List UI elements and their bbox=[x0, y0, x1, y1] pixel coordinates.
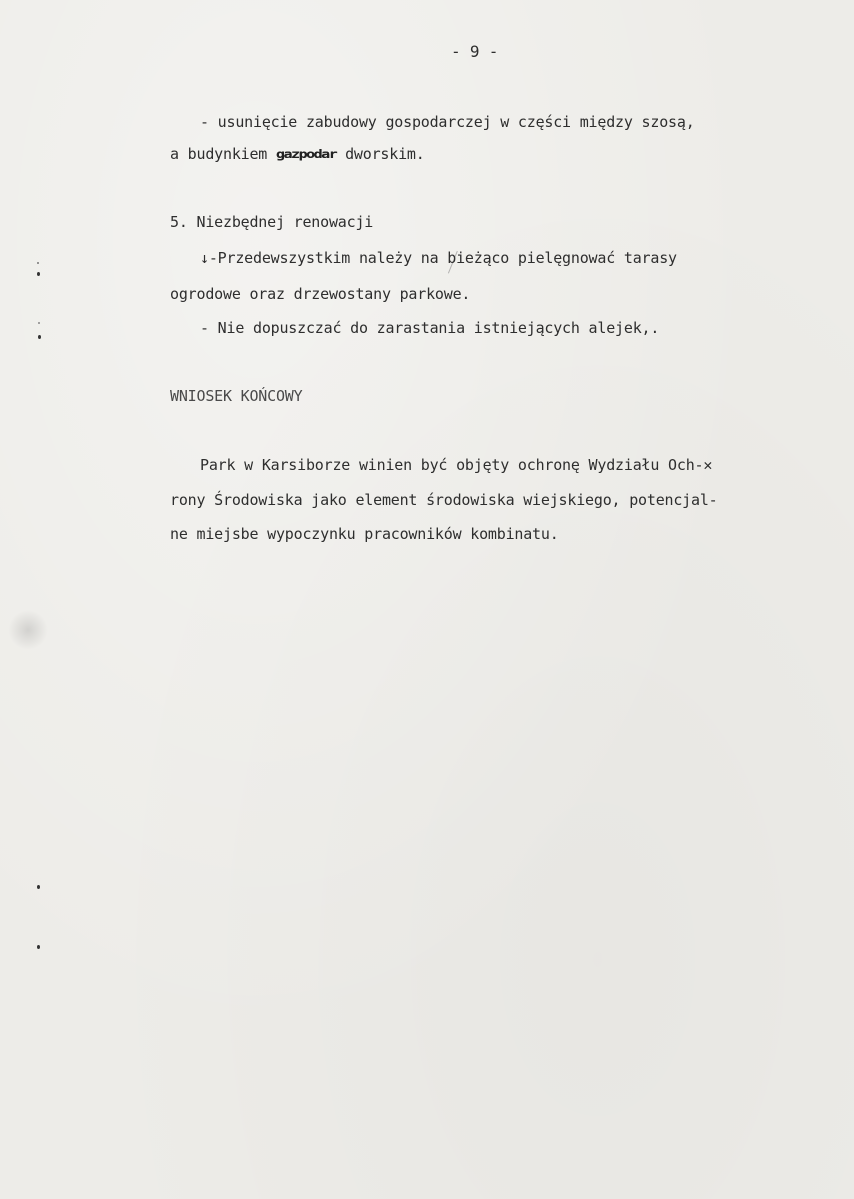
page-number: - 9 - bbox=[451, 42, 499, 61]
margin-mark bbox=[37, 272, 40, 276]
text-line: Park w Karsiborze winien być objęty ochronę Wydziału Och-✕ bbox=[200, 456, 713, 474]
margin-mark bbox=[38, 322, 40, 324]
margin-mark bbox=[38, 335, 41, 339]
text-line: ↓-Przedewszystkim należy na bieżąco pielęgnować tarasy bbox=[200, 249, 677, 267]
text-fragment: dworskim. bbox=[345, 145, 425, 163]
text-line: ogrodowe oraz drzewostany parkowe. bbox=[170, 285, 471, 303]
margin-mark bbox=[37, 945, 40, 949]
margin-mark bbox=[37, 885, 40, 889]
scan-smudge bbox=[8, 610, 48, 650]
text-line: rony Środowiska jako element środowiska wiejskiego, potencjal- bbox=[170, 491, 718, 509]
text-line: - Nie dopuszczać do zarastania istniejących alejek,. bbox=[200, 319, 660, 337]
text-fragment: a budynkiem bbox=[170, 145, 276, 163]
text-line bbox=[170, 144, 425, 164]
section-heading: 5. Niezbędnej renowacji bbox=[170, 213, 374, 231]
conclusion-heading: WNIOSEK KOŃCOWY bbox=[170, 387, 303, 405]
text-line: - usunięcie zabudowy gospodarczej w części między szosą, bbox=[200, 113, 695, 131]
margin-mark bbox=[37, 262, 39, 264]
struck-out-word: gazpodar bbox=[275, 147, 337, 161]
text-line: ne miejsbe wypoczynku pracowników kombinatu. bbox=[170, 525, 559, 543]
